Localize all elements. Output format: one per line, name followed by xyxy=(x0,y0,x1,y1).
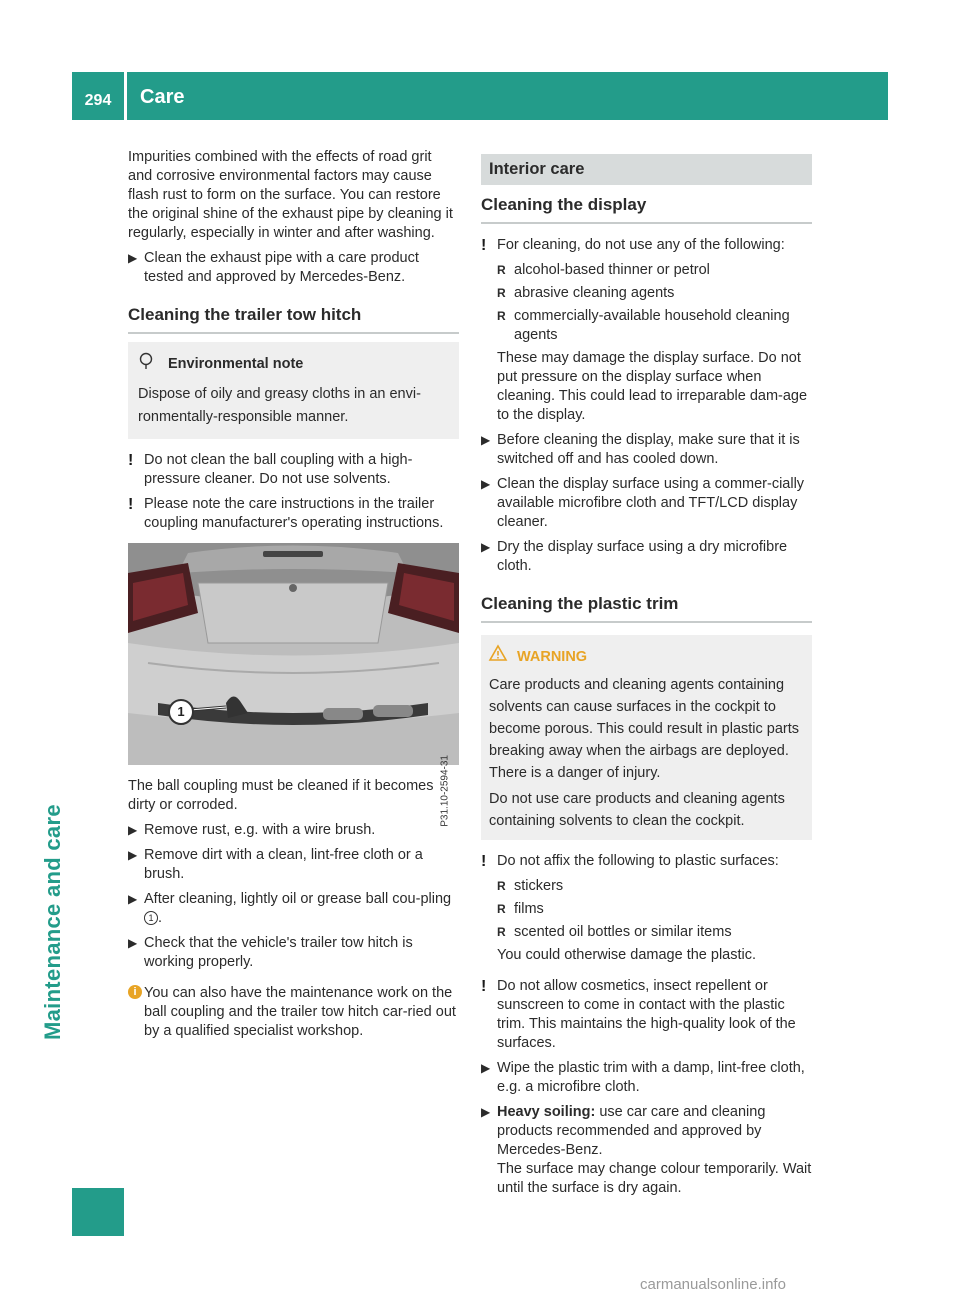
left-column xyxy=(128,148,459,1047)
list-item: R stickers xyxy=(497,878,564,894)
side-tab-label: Maintenance and care xyxy=(40,804,65,1040)
plastic-damage-text: You could otherwise damage the plastic. xyxy=(497,947,757,963)
step-arrow-icon: ▶ xyxy=(481,1061,491,1075)
heading-plastic-trim: Cleaning the plastic trim xyxy=(481,594,812,623)
list-item: R scented oil bottles or similar items xyxy=(497,924,732,940)
heading-interior-care: Interior care xyxy=(481,154,812,185)
exclamation-icon: ! xyxy=(481,978,487,995)
bullet-icon: R xyxy=(497,309,506,323)
header-divider xyxy=(124,72,127,120)
step-arrow-icon: ▶ xyxy=(481,540,491,554)
exclamation-icon: ! xyxy=(481,853,487,870)
step-arrow-icon: ▶ xyxy=(128,848,138,862)
side-tab-block xyxy=(72,1188,124,1236)
step-clean-exhaust: ▶ Clean the exhaust pipe with a care product tested and approved by Mercedes-Benz. xyxy=(128,250,419,285)
heading-tow-hitch: Cleaning the trailer tow hitch xyxy=(128,305,459,334)
section-title: Care xyxy=(140,86,185,108)
exclamation-icon: ! xyxy=(128,452,134,469)
warning-header xyxy=(489,645,804,668)
notice-manufacturer: ! Please note the care instructions in the trailer coupling manufacturer's operating instructions. xyxy=(128,496,444,531)
right-column xyxy=(481,148,812,1204)
step-wipe-trim: ▶ Wipe the plastic trim with a damp, lint-free cloth, e.g. a microfibre cloth. xyxy=(481,1060,805,1095)
warning-box xyxy=(481,635,812,840)
warning-text-2: Do not use care products and cleaning agents containing solvents to clean the cockpit. xyxy=(489,791,785,829)
exclamation-icon: ! xyxy=(481,237,487,254)
step-switch-off-display: ▶ Before cleaning the display, make sure that it is switched off and has cooled down. xyxy=(481,432,800,467)
step-arrow-icon: ▶ xyxy=(481,1105,491,1119)
step-oil-coupling: ▶ After cleaning, lightly oil or grease ball cou-pling 1 . xyxy=(128,891,452,926)
bullet-icon: R xyxy=(497,902,506,916)
header-bar xyxy=(72,72,888,120)
environment-icon xyxy=(138,352,160,377)
warning-triangle-icon xyxy=(489,645,511,668)
step-arrow-icon: ▶ xyxy=(128,892,138,906)
step-arrow-icon: ▶ xyxy=(128,823,138,837)
environmental-note xyxy=(128,342,459,439)
notice-display-cleaning: ! For cleaning, do not use any of the following: xyxy=(481,237,785,254)
step-arrow-icon: ▶ xyxy=(481,477,491,491)
bullet-icon: R xyxy=(497,263,506,277)
display-damage-text: These may damage the display surface. Do not put pressure on the display surface when cleaning. This could lead to irreparable dam-age to the display. xyxy=(497,350,808,423)
bullet-icon: R xyxy=(497,879,506,893)
heading-cleaning-display: Cleaning the display xyxy=(481,195,812,224)
step-check-hitch: ▶ Check that the vehicle's trailer tow hitch is working properly. xyxy=(128,935,413,970)
step-remove-rust: ▶ Remove rust, e.g. with a wire brush. xyxy=(128,822,376,838)
list-item: R abrasive cleaning agents xyxy=(497,285,675,301)
warning-title: WARNING xyxy=(517,648,588,665)
notice-plastic-surfaces: ! Do not affix the following to plastic surfaces: xyxy=(481,853,779,870)
figure-code: P31.10-2594-31 xyxy=(440,755,451,827)
list-item: R commercially-available household cleaning agents xyxy=(497,308,790,343)
figure-callout-1: 1 xyxy=(168,699,194,725)
exclamation-icon: ! xyxy=(128,496,134,513)
step-clean-display: ▶ Clean the display surface using a commer-cially available microfibre cloth and TFT/LCD display cleaner. xyxy=(481,476,805,530)
bullet-icon: R xyxy=(497,925,506,939)
list-item: R films xyxy=(497,901,544,917)
step-arrow-icon: ▶ xyxy=(481,433,491,447)
info-icon: i xyxy=(128,985,142,999)
notice-cosmetics: ! Do not allow cosmetics, insect repellent or sunscreen to come in contact with the plastic trim. This maintains the high-quality look of the surfaces. xyxy=(481,978,796,1051)
env-note-title: Environmental note xyxy=(168,356,304,372)
info-note: i You can also have the maintenance work on the ball coupling and the trailer tow hitch car-ried out by a qualified specialist workshop. xyxy=(128,984,459,1041)
callout-ref-1: 1 xyxy=(144,911,158,925)
page-number: 294 xyxy=(84,92,112,109)
step-remove-dirt: ▶ Remove dirt with a clean, lint-free cloth or a brush. xyxy=(128,847,423,882)
env-note-text: Dispose of oily and greasy cloths in an envi-ronmentally-responsible manner. xyxy=(138,386,421,425)
heavy-soiling-extra: The surface may change colour temporarily. Wait until the surface is dry again. xyxy=(497,1161,812,1196)
warning-text-1: Care products and cleaning agents containing solvents can cause surfaces in the cockpit to become porous. This could result in plastic parts breaking away when the airbags are deployed. There is a danger of injury. xyxy=(489,677,800,781)
ball-coupling-text: The ball coupling must be cleaned if it becomes dirty or corroded. xyxy=(128,778,434,813)
env-note-header xyxy=(138,352,449,377)
heavy-soiling-label: Heavy soiling: xyxy=(497,1104,596,1120)
bullet-icon: R xyxy=(497,286,506,300)
step-dry-display: ▶ Dry the display surface using a dry microfibre cloth. xyxy=(481,539,788,574)
watermark: carmanualsonline.info xyxy=(640,1276,786,1293)
step-arrow-icon: ▶ xyxy=(128,936,138,950)
list-item: R alcohol-based thinner or petrol xyxy=(497,262,710,278)
car-rear-illustration xyxy=(128,543,459,765)
notice-ball-coupling: ! Do not clean the ball coupling with a high-pressure cleaner. Do not use solvents. xyxy=(128,452,413,487)
exhaust-intro: Impurities combined with the effects of road grit and corrosive environmental factors may cause flash rust to form on the surface. You can restore the original shine of the exhaust pipe by cleaning it regularly, especially in winter and after washing. xyxy=(128,149,453,241)
step-arrow-icon: ▶ xyxy=(128,251,138,265)
step-heavy-soiling: ▶ Heavy soiling: use car care and cleaning products recommended and approved by Mercedes-Benz. The surface may change colour temporarily. Wait until the surface is dry again. xyxy=(481,1104,812,1196)
